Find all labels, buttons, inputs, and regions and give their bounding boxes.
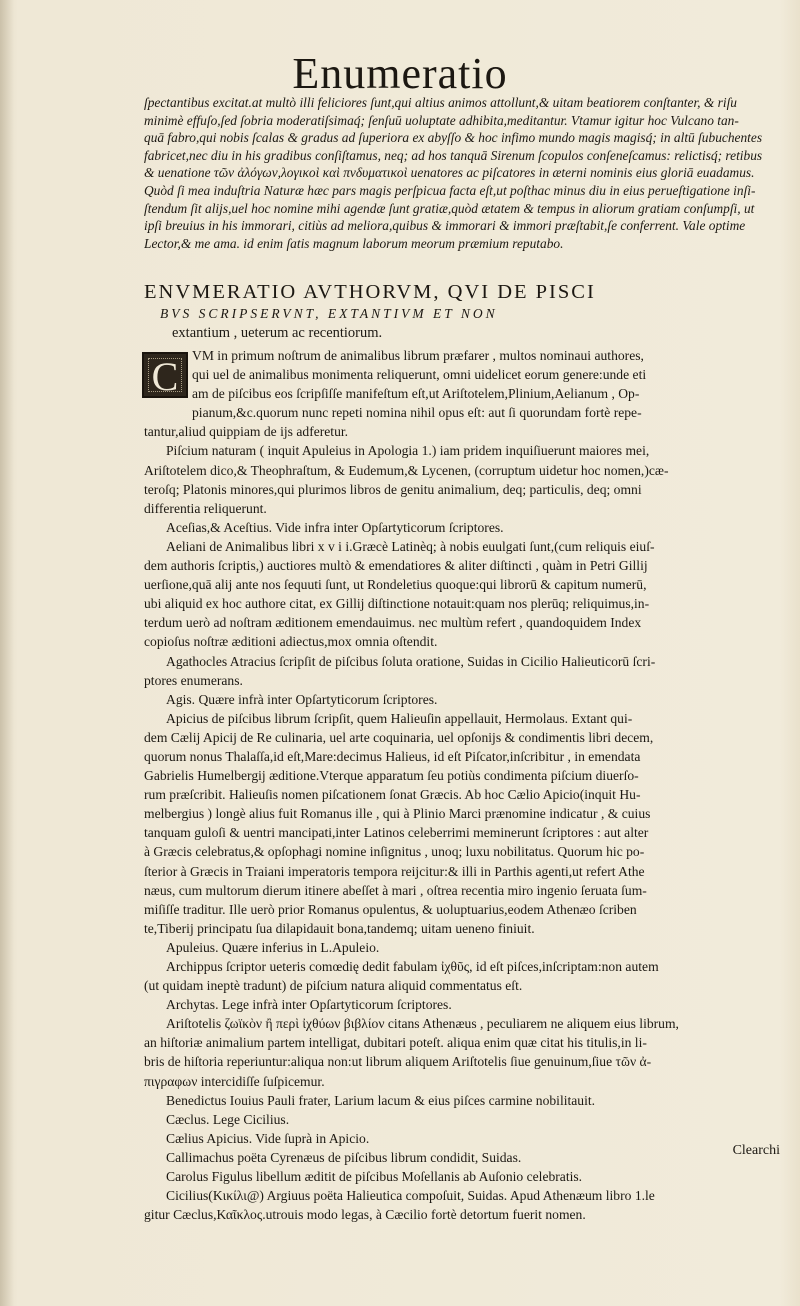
preface-line: & uenatione τῶν ἀλόγων,λογικοὶ καὶ πνδυματικοὶ uenatores ac piſcatores in æterni nominis eius gloriā euadamus. [144, 165, 755, 181]
body-line: differentia reliquerunt. [144, 500, 267, 516]
body-line: terdum uerò ad noſtram æditionem emendauimus. nec multùm refert , quandoquidem Index [144, 615, 642, 631]
preface-line: fabricet,nec diu in his gradibus conſiſtamus, neq; ad hos tanquā Sirenum ſcopulos conſeneſcamus: relictisq́; retibus [144, 147, 763, 163]
preface-italic-block [144, 94, 780, 252]
body-line: Carolus Figulus libellum æditit de piſcibus Moſellanis ab Auſonio celebratis. [166, 1169, 583, 1185]
running-title: Enumeratio [292, 49, 508, 98]
body-line: an hiſtoriæ animalium partem intelligat, dubitari poteſt. aliqua enim quæ citat his titulis,in li- [144, 1035, 647, 1051]
body-line: Ariſtotelis ζωϊκὸν ἢ περὶ ἰχθύων βιβλίον citans Athenæus , peculiarem ne aliquem eius librum, [166, 1016, 679, 1032]
body-line: qui uel de animalibus monimenta reliquerunt, omni uidelicet eorum genere:unde eti [192, 367, 647, 383]
body-line: Callimachus poëta Cyrenæus de piſcibus librum condidit, Suidas. [166, 1149, 522, 1165]
body-line: ubi aliquid ex hoc authore citat, ex Gillij diſtinctione notauit:quam nos plerūq; reliquimus,in- [144, 596, 650, 612]
body-line: ſterior à Græcis in Traiani imperatoris tempora reijcitur:& illi in Parthis agenti,ut refert Athe [144, 863, 645, 879]
body-line: (ut quidam ineptè tradunt) de piſcium natura aliquid commentatus eſt. [144, 978, 523, 994]
body-text [144, 346, 784, 1224]
body-line: Agis. Quære infrà inter Opſartyticorum ſcriptores. [166, 691, 438, 707]
preface-line: ſtendum ſit alijs,uel hoc nomine mihi agendæ ſunt gratiæ,quòd ætatem & tempus in aliorum gratiam conſumpſi, ut [144, 200, 755, 216]
preface-line: quā fabro,qui nobis ſcalas & gradus ad ſuperiora ex abyſſo & hoc infimo mundo magis magisq́; in altū ſubuchentes [144, 130, 763, 146]
body-line: Archippus ſcriptor ueteris comœdię dedit fabulam ἰχθῦς, id eſt piſces,inſcriptam:non autem [166, 959, 659, 974]
body-line: Archytas. Lege infrà inter Opſartyticorum ſcriptores. [166, 997, 452, 1013]
body-line: rum præſcribit. Halieuſis nomen piſcationem ſonat Græcis. Ab hoc Cælio Apicio(inquit Hu- [144, 787, 641, 803]
body-line: Apuleius. Quære inferius in L.Apuleio. [166, 939, 380, 955]
body-line: Ariſtotelem dico,& Theophraſtum, & Eudemum,& Lycenen, (corruptum uidetur hoc nomen,)cæ- [144, 462, 669, 478]
preface-line: Quòd ſi mea induſtria Naturæ hæc pars magis perſpicua facta eſt,ut poſthac minus diu in eius perueſtigatione inſi- [144, 182, 756, 198]
body-line: næus, cum multorum dierum itinere abeſſet à mari , oſtrea recentia miro ingenio ſeruata ſum- [144, 882, 647, 898]
body-line: gitur Cæclus,Καῖκλος.utrouis modo legas, à Cæcilio fortè detortum fuerit nomen. [144, 1207, 586, 1223]
gutter-shadow [0, 0, 14, 1306]
body-line: miſiſſe traditur. Ille uerò prior Romanus opulentus, & uoluptuarius,eodem Athenæo ſcriben [144, 901, 637, 917]
body-line: Cicilius(Κικίλι@) Argiuus poëta Halieutica compoſuit, Suidas. Apud Athenæum libro 1.le [166, 1188, 655, 1204]
body-line: ptores enumerans. [144, 672, 243, 688]
body-line: copioſus noſtræ æditioni adiectus,mox omnia oſtendit. [144, 634, 438, 650]
body-line: tantur,aliud quippiam de ijs adferetur. [144, 424, 349, 440]
body-line: dem authoris ſcriptis,) auctiores multò & emendatiores & aliter diſtincti , quàm in Petri Gillij [144, 558, 648, 574]
body-line: quorum nonus Thalaſſa,id eſt,Mare:decimus Halieus, id eſt Piſcator,inſcribitur , in emendata [144, 748, 641, 764]
preface-line: ipſi breuius in his immorari, citiùs ad meliora,quibus & immorari & immori præſtabit,ſe conferrent. Vale optime [144, 218, 746, 234]
body-line: dem Cælij Apicij de Re culinaria, uel arte coquinaria, uel opſonijs & condimentis libri decem, [144, 729, 654, 745]
preface-line: ſpectantibus excitat.at multò illi feliciores ſunt,qui altius animos attollunt,& uitam beatiorem conſtanter, & riſu [144, 95, 737, 110]
section-subheading: BVS SCRIPSERVNT, EXTANTIVM ET NON [160, 306, 498, 321]
body-line: Cælius Apicius. Vide ſuprà in Apicio. [166, 1130, 370, 1146]
catchword: Clearchi [732, 1143, 780, 1158]
body-line: pianum,&c.quorum nunc repeti nomina nihil opus eſt: aut ſi quorundam fortè repe- [192, 405, 642, 421]
body-line: πιγραφων intercidiſſe ſuſpicemur. [144, 1073, 325, 1089]
preface-line: Lector,& me ama. id enim ſatis magnum laborum meorum præmium reputabo. [144, 235, 564, 251]
body-line: Piſcium naturam ( inquit Apuleius in Apologia 1.) iam pridem inquiſiuerunt maiores mei, [166, 443, 650, 459]
body-line: teroſq; Platonis minores,qui plurimos libros de genitu animalium, deq; particulis, deq; omni [144, 481, 642, 497]
body-line: uerſione,quā alij ante nos ſequuti ſunt, ut Rondeletius quoque:qui librorū & capitum numerū, [144, 577, 647, 593]
body-line: Aceſias,& Aceſtius. Vide infra inter Opſartyticorum ſcriptores. [166, 519, 504, 535]
body-line: VM in primum noſtrum de animalibus librum præfarer , multos nominaui authores, [192, 348, 644, 363]
preface-line: minimè effuſo,ſed ſobria moderatiſsimaq́; ſenſuū uoluptate adhibita,meditantur. Vtamur igitur hoc Vulcano tan- [144, 112, 739, 128]
body-line: Aeliani de Animalibus libri x v i i.Græcè Latinèq; à nobis euulgati ſunt,(cum reliquis eiuſ- [166, 538, 655, 554]
body-line: melbergius ) longè alius fuit Romanus ille , qui à Plinio Marci prænomine indicatur , & cuius [144, 806, 651, 822]
body-line: te,Tiberij principatu ſua dilapidauit bona,tandemq; uitam ueneno finiuit. [144, 920, 535, 936]
section-subheading-line2: extantium , ueterum ac recentiorum. [172, 325, 383, 341]
body-line: Gabrielis Humelbergij æditione.Vterque apparatum ſeu potiùs condimenta piſcium diuerſo- [144, 768, 639, 784]
body-line: Benedictus Iouius Pauli frater, Larium lacum & eius piſces carmine nobilitauit. [166, 1092, 596, 1108]
section-heading: ENVMERATIO AVTHORVM, QVI DE PISCI [144, 281, 596, 303]
body-line: Cæclus. Lege Cicilius. [166, 1111, 290, 1127]
body-line: Apicius de piſcibus librum ſcripſit, quem Halieuſin appellauit, Hermolaus. Extant qui- [166, 710, 633, 726]
body-line: à Græcis celebratus,& opſophagi nomine inſignitus , unoq; luxu nobilitatus. Quorum hic po- [144, 844, 645, 860]
body-line: bris de hiſtoria reperiuntur:aliqua non:ut librum aliquem Ariſtotelis ſiue genuinum,ſiue τῶν ἀ- [144, 1054, 652, 1070]
decorated-initial: C [142, 352, 188, 398]
body-line: tanquam guloſi & uentri mancipati,inter Latinos celeberrimi meminerunt ſcriptores : aut alter [144, 825, 649, 841]
body-line: am de piſcibus eos ſcripſiſſe manifeſtum eſt,ut Ariſtotelem,Plinium,Aelianum , Op- [192, 386, 640, 402]
body-line: Agathocles Atracius ſcripſit de piſcibus ſoluta oratione, Suidas in Cicilio Halieuticorū ſcri- [166, 653, 656, 669]
